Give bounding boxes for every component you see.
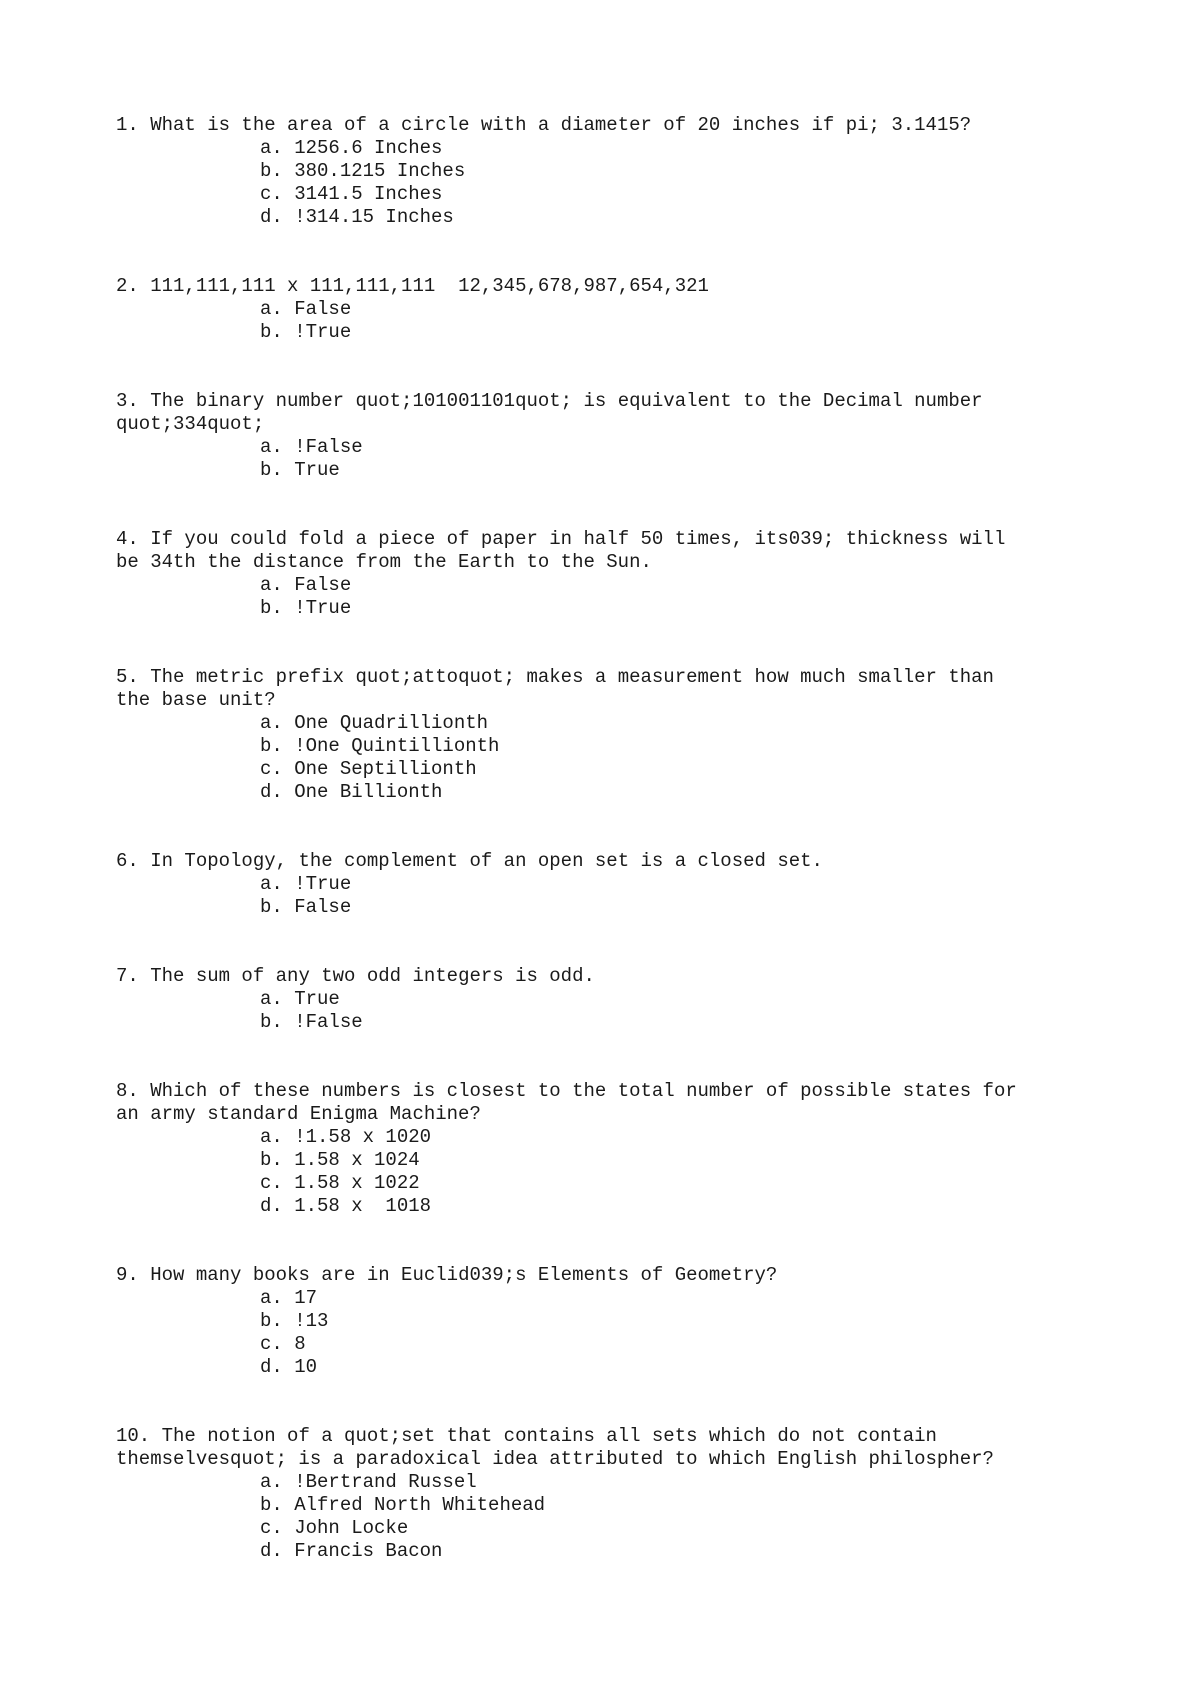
question-line: The notion of a quot;set that contains all sets which do not contain [161,1425,937,1447]
question-line-continued: an army standard Enigma Machine? [116,1103,481,1125]
question-text [116,965,1116,988]
answer-options [116,1287,1116,1379]
answer-option: b. True [260,459,340,481]
question-number: 10. [116,1425,151,1447]
question-line: How many books are in Euclid039;s Elements of Geometry? [150,1264,778,1286]
answer-options [116,298,1116,344]
answer-option: b. 380.1215 Inches [260,160,466,182]
question-number: 1. [116,114,139,136]
question-number: 6. [116,850,139,872]
answer-options [116,1126,1116,1218]
answer-option: a. !1.58 x 1020 [260,1126,432,1148]
question-text [116,114,1116,137]
question-number: 5. [116,666,139,688]
question-number: 2. [116,275,139,297]
question-text [116,1080,1116,1103]
answer-option: b. !False [260,1011,363,1033]
answer-option: b. !One Quintillionth [260,735,500,757]
answer-option: c. One Septillionth [260,758,477,780]
answer-options [116,1471,1116,1563]
answer-option: a. True [260,988,340,1010]
quiz-document [116,114,1116,1609]
answer-option: d. 10 [260,1356,318,1378]
question-line-continued: quot;334quot; [116,413,265,435]
question-line: What is the area of a circle with a diameter of 20 inches if pi; 3.1415? [150,114,972,136]
question-number: 9. [116,1264,139,1286]
answer-option: a. !Bertrand Russel [260,1471,477,1493]
question-number: 8. [116,1080,139,1102]
question-text [116,666,1116,689]
answer-option: b. Alfred North Whitehead [260,1494,546,1516]
question-text [116,850,1116,873]
answer-option: a. False [260,298,352,320]
answer-options [116,436,1116,482]
question-line-continued: themselvesquot; is a paradoxical idea attributed to which English philospher? [116,1448,994,1470]
question-line-continued: the base unit? [116,689,276,711]
answer-option: c. 1.58 x 1022 [260,1172,420,1194]
answer-option: c. 3141.5 Inches [260,183,443,205]
answer-options [116,137,1116,229]
answer-option: d. One Billionth [260,781,443,803]
question-line: In Topology, the complement of an open set is a closed set. [150,850,823,872]
question-4 [116,528,1116,620]
question-text [116,528,1116,551]
answer-option: c. 8 [260,1333,306,1355]
question-10 [116,1425,1116,1563]
answer-options [116,873,1116,919]
question-line: The sum of any two odd integers is odd. [150,965,595,987]
answer-option: a. 17 [260,1287,318,1309]
question-text [116,1264,1116,1287]
question-line: If you could fold a piece of paper in half 50 times, its039; thickness will [150,528,1006,550]
question-text [116,275,1116,298]
question-1 [116,114,1116,229]
question-8 [116,1080,1116,1218]
question-7 [116,965,1116,1034]
answer-options [116,712,1116,804]
question-number: 7. [116,965,139,987]
answer-option: b. !True [260,597,352,619]
answer-option: a. False [260,574,352,596]
answer-option: d. 1.58 x 1018 [260,1195,432,1217]
answer-options [116,988,1116,1034]
question-line: 111,111,111 x 111,111,111 12,345,678,987,654,321 [150,275,709,297]
answer-option: b. 1.58 x 1024 [260,1149,420,1171]
answer-option: a. 1256.6 Inches [260,137,443,159]
answer-options [116,574,1116,620]
answer-option: a. One Quadrillionth [260,712,489,734]
question-number: 4. [116,528,139,550]
answer-option: a. !False [260,436,363,458]
answer-option: a. !True [260,873,352,895]
question-2 [116,275,1116,344]
question-6 [116,850,1116,919]
answer-option: b. False [260,896,352,918]
answer-option: c. John Locke [260,1517,409,1539]
question-line: The metric prefix quot;attoquot; makes a measurement how much smaller than [150,666,994,688]
question-3 [116,390,1116,482]
question-number: 3. [116,390,139,412]
question-9 [116,1264,1116,1379]
question-line: The binary number quot;101001101quot; is equivalent to the Decimal number [150,390,983,412]
answer-option: d. !314.15 Inches [260,206,454,228]
question-text [116,1425,1116,1448]
question-text [116,390,1116,413]
question-line: Which of these numbers is closest to the total number of possible states for [150,1080,1017,1102]
answer-option: b. !13 [260,1310,329,1332]
answer-option: b. !True [260,321,352,343]
question-line-continued: be 34th the distance from the Earth to the Sun. [116,551,652,573]
question-5 [116,666,1116,804]
answer-option: d. Francis Bacon [260,1540,443,1562]
